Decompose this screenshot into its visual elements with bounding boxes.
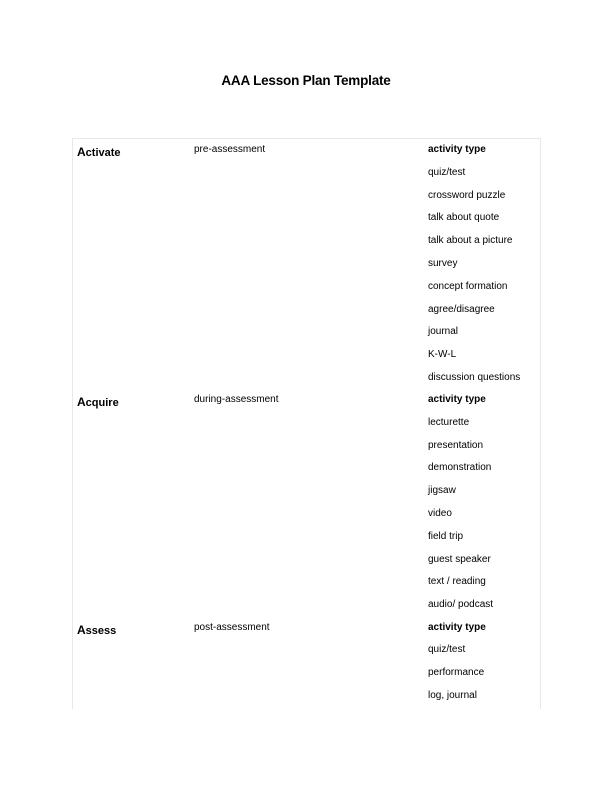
section-assess (73, 617, 540, 709)
assessment-type: during-assessment (194, 394, 279, 405)
assessment-type: pre-assessment (194, 144, 266, 155)
list-item: text / reading (428, 576, 486, 588)
lesson-plan-table (72, 138, 541, 709)
list-item: journal (428, 326, 459, 338)
section-acquire (73, 389, 540, 617)
list-item: demonstration (428, 462, 492, 474)
activity-list (428, 617, 486, 708)
list-item: lecturette (428, 416, 470, 428)
list-item: crossword puzzle (428, 189, 506, 201)
activity-list (428, 139, 520, 390)
list-item: jigsaw (428, 485, 456, 497)
list-item: talk about a picture (428, 235, 513, 247)
stage-label: Acquire (77, 395, 119, 409)
list-item: presentation (428, 439, 484, 451)
list-item: survey (428, 257, 458, 269)
list-item: field trip (428, 530, 464, 542)
list-item: talk about quote (428, 212, 500, 224)
list-item: performance (428, 667, 485, 679)
activity-header: activity type (428, 394, 486, 405)
list-item: quiz/test (428, 644, 466, 656)
activity-header: activity type (428, 144, 486, 155)
stage-label: Activate (77, 145, 121, 159)
list-item: K-W-L (428, 349, 457, 361)
list-item: concept formation (428, 280, 508, 292)
list-item: video (428, 507, 452, 519)
section-activate (73, 139, 540, 389)
list-item: quiz/test (428, 166, 466, 178)
assessment-type: post-assessment (194, 621, 270, 633)
list-item: discussion questions (428, 371, 521, 383)
list-item: log, journal (428, 689, 477, 701)
page-title: AAA Lesson Plan Template (221, 73, 391, 88)
list-item: guest speaker (428, 553, 491, 565)
activity-list (428, 389, 493, 617)
list-item: audio/ podcast (428, 599, 494, 611)
activity-header: activity type (428, 621, 486, 633)
list-item: agree/disagree (428, 303, 495, 315)
stage-label: Assess (77, 622, 117, 637)
